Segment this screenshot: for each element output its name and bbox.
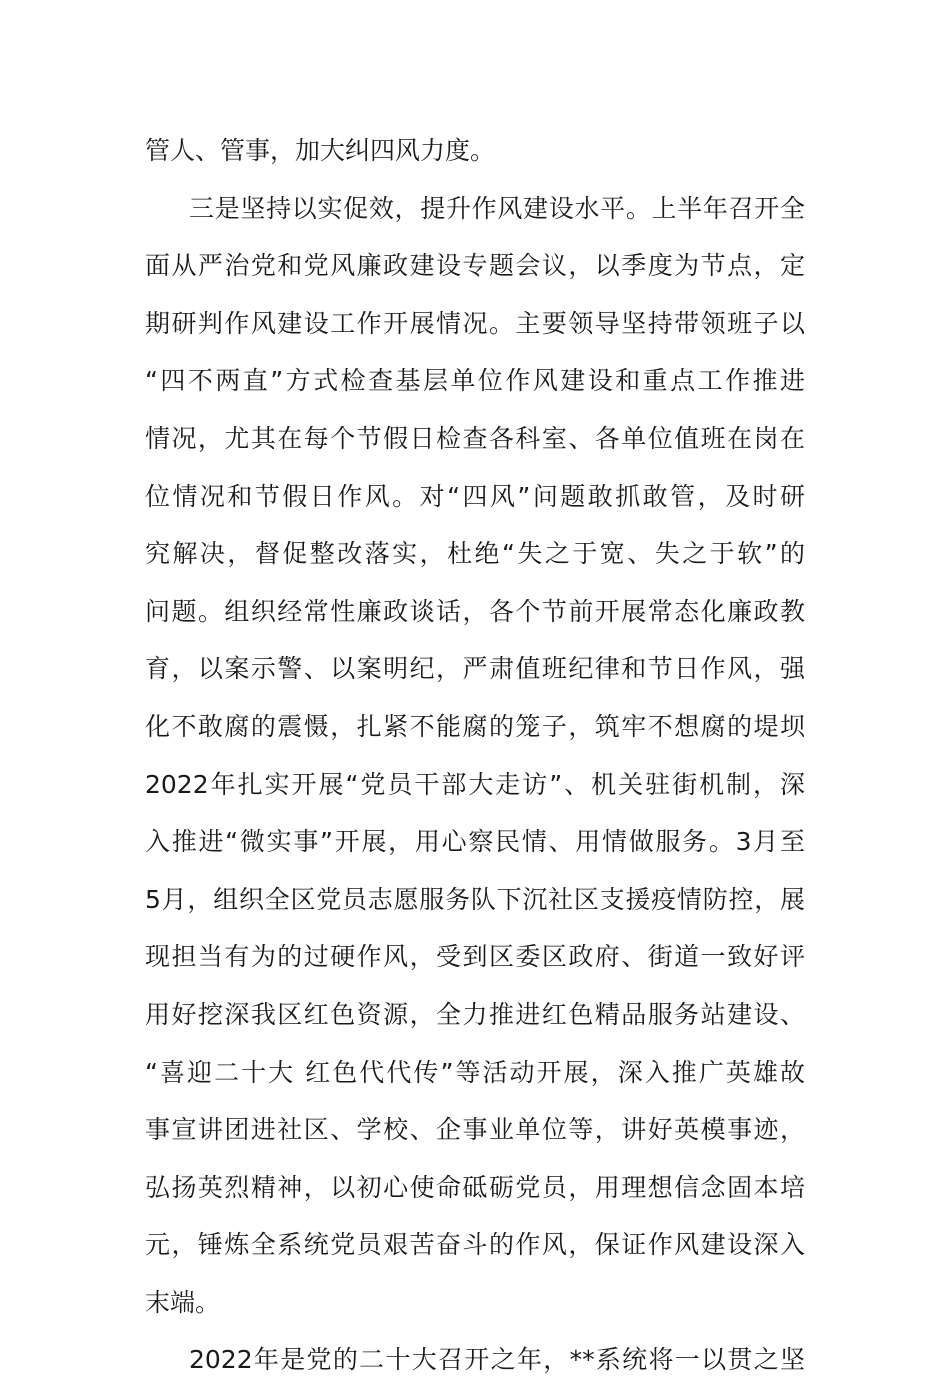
text-line: 化不敢腐的震慑，扎紧不能腐的笼子，筑牢不想腐的堤坝: [145, 711, 805, 741]
text-line: 育，以案示警、以案明纪，严肃值班纪律和节日作风，强: [145, 654, 805, 684]
text-line: 究解决，督促整改落实，杜绝“失之于宽、失之于软”的: [145, 539, 805, 569]
text-line: 2022年是党的二十大召开之年，**系统将一以贯之坚: [189, 1345, 805, 1375]
text-line: 事宣讲团进社区、学校、企事业单位等，讲好英模事迹，: [145, 1115, 805, 1145]
text-line: “喜迎二十大 红色代代传”等活动开展，深入推广英雄故: [145, 1057, 805, 1087]
text-line: 末端。: [145, 1287, 221, 1317]
text-line: 入推进“微实事”开展，用心察民情、用情做服务。3月至: [145, 827, 805, 857]
text-line: 用好挖深我区红色资源，全力推进红色精品服务站建设、: [145, 999, 805, 1029]
text-line: 位情况和节假日作风。对“四风”问题敢抓敢管，及时研: [145, 481, 805, 511]
text-line: 情况，尤其在每个节假日检查各科室、各单位值班在岗在: [145, 423, 805, 453]
text-line: 面从严治党和党风廉政建设专题会议，以季度为节点，定: [145, 251, 805, 281]
text-line: 问题。组织经常性廉政谈话，各个节前开展常态化廉政教: [145, 596, 805, 626]
text-line: 元，锤炼全系统党员艰苦奋斗的作风，保证作风建设深入: [145, 1230, 805, 1260]
text-line: 管人、管事，加大纠四风力度。: [145, 136, 496, 165]
text-line: 2022年扎实开展“党员干部大走访”、机关驻街机制，深: [145, 769, 805, 799]
text-line: 三是坚持以实促效，提升作风建设水平。上半年召开全: [189, 193, 805, 223]
text-line: 期研判作风建设工作开展情况。主要领导坚持带领班子以: [145, 308, 805, 338]
body-text: [145, 122, 805, 1389]
text-line: 5月，组织全区党员志愿服务队下沉社区支援疫情防控，展: [145, 884, 805, 914]
text-line: 弘扬英烈精神，以初心使命砥砺党员，用理想信念固本培: [145, 1172, 805, 1202]
text-line: 现担当有为的过硬作风，受到区委区政府、街道一致好评: [145, 942, 805, 972]
text-line: “四不两直”方式检查基层单位作风建设和重点工作推进: [145, 366, 805, 396]
